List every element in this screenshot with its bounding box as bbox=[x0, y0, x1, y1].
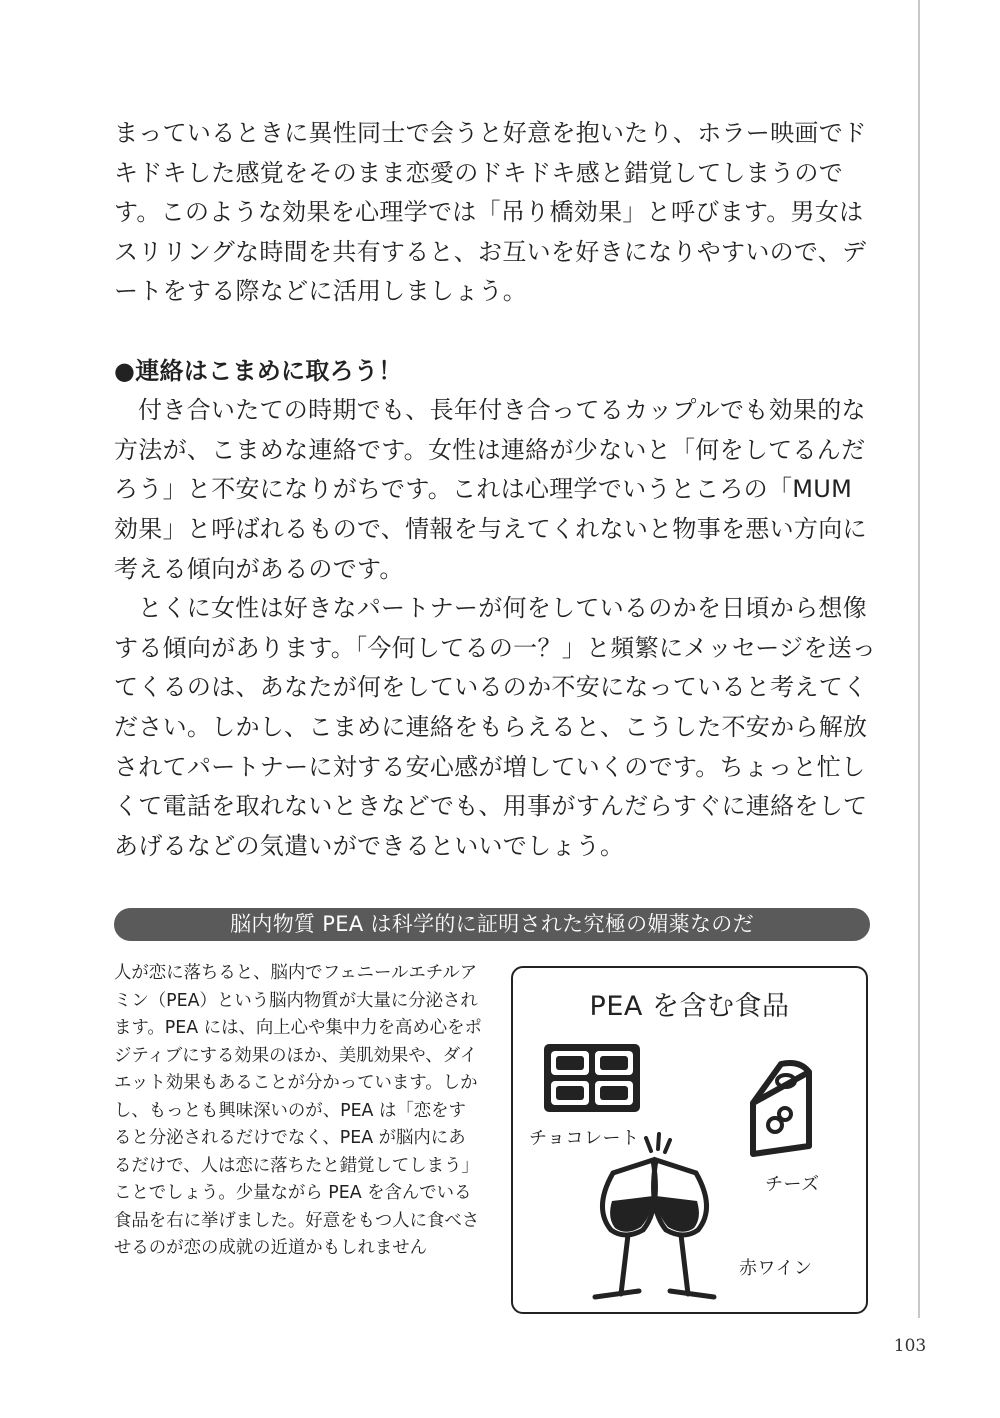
wine-glasses-icon bbox=[595, 1134, 714, 1297]
column-title-bar: 脳内物質 PEA は科学的に証明された究極の媚薬なのだ bbox=[114, 908, 870, 941]
label-chocolate: チョコレート bbox=[529, 1128, 640, 1149]
food-illustration-box bbox=[511, 966, 868, 1314]
main-body-text bbox=[114, 114, 884, 866]
column-paragraph: 人が恋に落ちると、脳内でフェニールエチルアミン（PEA）という脳内物質が大量に分泌されます。PEA には、向上心や集中力を高め心をポジティブにする効果のほか、美肌効果や、ダイエット効果もあることが分かっています。しかし、もっとも興味深いのが、PEA は「恋をすると分泌されるだけでなく、PEA が脳内にあるだけで、人は恋に落ちたと錯覚してしまう」ことでしょう。少量ながら PEA を含んでいる食品を右に挙げました。好意をもつ人に食べさせるのが恋の成就の近道かもしれません bbox=[114, 963, 482, 1258]
food-box-title: PEA を含む食品 bbox=[589, 991, 790, 1022]
label-cheese: チーズ bbox=[765, 1174, 820, 1195]
body-paragraph-1: まっているときに異性同士で会うと好意を抱いたり、ホラー映画でドキドキした感覚をそのまま恋愛のドキドキ感と錯覚してしまうのです。このような効果を心理学では「吊り橋効果」と呼びます。男女はスリリングな時間を共有すると、お互いを好きになりやすいので、デートをする際などに活用しましょう。 bbox=[114, 119, 867, 306]
margin-rule bbox=[918, 0, 920, 1318]
body-paragraph-2: 付き合いたての時期でも、長年付き合ってるカップルでも効果的な方法が、こまめな連絡です。女性は連絡が少ないと「何をしてるんだろう」と不安になりがちです。これは心理学でいうところの「MUM 効果」と呼ばれるもので、情報を与えてくれないと物事を悪い方向に考える傾向があるのです。 bbox=[114, 396, 867, 583]
label-red-wine: 赤ワイン bbox=[739, 1258, 813, 1279]
body-paragraph-3: とくに女性は好きなパートナーが何をしているのかを日頃から想像する傾向があります。「今何してるの一？」と頻繁にメッセージを送ってくるのは、あなたが何をしているのか不安になっていると考えてください。しかし、こまめに連絡をもらえると、こうした不安から解放されてパートナーに対する安心感が増していくのです。ちょっと忙しくて電話を取れないときなどでも、用事がすんだらすぐに連絡をしてあげるなどの気遣いができるといいでしょう。 bbox=[114, 594, 877, 860]
section-heading: ●連絡はこまめに取ろう！ bbox=[114, 356, 403, 385]
page-number: 103 bbox=[893, 1336, 927, 1356]
chocolate-icon bbox=[544, 1044, 640, 1112]
column-text bbox=[114, 960, 482, 1263]
cheese-icon bbox=[753, 1063, 809, 1154]
